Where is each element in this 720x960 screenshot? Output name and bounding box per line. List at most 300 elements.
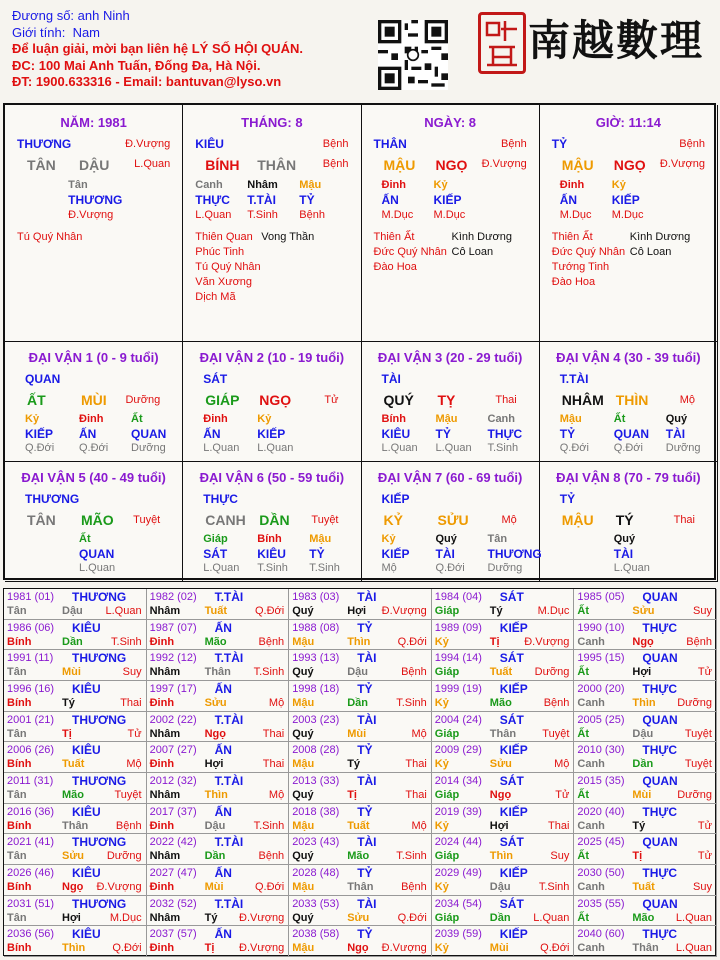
pillar-1: [5, 105, 183, 342]
pillar-branch: THÂN: [257, 157, 297, 173]
year-ten-god: TỶ: [357, 682, 373, 696]
star-left: Phúc Tinh: [195, 246, 245, 258]
dai-van-ten-god: T.TÀI: [559, 372, 589, 386]
year-stem: Bính: [7, 635, 32, 648]
year-branch: Sửu: [632, 605, 655, 617]
year-stem: Kỷ: [434, 881, 449, 893]
year-stem: Canh: [577, 697, 605, 709]
hidden-stage: Q.Đới: [25, 442, 55, 454]
year-ten-god: ẤN: [214, 743, 232, 758]
dai-van-stage: Mộ: [501, 514, 517, 526]
star-left: Tú Quý Nhân: [17, 231, 83, 243]
year-cell: [4, 865, 147, 896]
hidden-stem: Đinh: [203, 413, 228, 425]
year-stage: Dưỡng: [106, 850, 142, 863]
dai-van-stage: Tuyệt: [133, 514, 161, 526]
year-stage: Tuyệt: [114, 789, 142, 801]
year-label: 1984 (04): [434, 591, 482, 603]
red-seal-icon: [478, 12, 526, 74]
year-stem: Ất: [577, 911, 589, 924]
year-ten-god: THƯƠNG: [72, 590, 127, 604]
year-label: 1994 (14): [434, 652, 482, 665]
year-stage: T.Sinh: [253, 666, 285, 679]
dai-van-branch: THÌN: [615, 392, 649, 408]
year-label: 2039 (59): [434, 928, 482, 941]
year-cell: [4, 650, 147, 681]
hidden-stem: Kỷ: [433, 179, 448, 191]
year-stem: Quý: [292, 911, 314, 924]
year-ten-god: KIẾP: [499, 743, 528, 758]
pillar-ten-god: TỶ: [551, 137, 568, 151]
year-ten-god: TỶ: [357, 620, 373, 635]
year-ten-god: KIẾP: [499, 620, 528, 635]
year-stem: Đinh: [149, 819, 175, 832]
dai-van-stem: KỶ: [383, 512, 403, 528]
year-stem: Đinh: [149, 635, 175, 648]
hidden-ten-god: THƯƠNG: [487, 547, 542, 561]
year-cell: [432, 681, 575, 712]
year-branch: Tuất: [62, 758, 85, 771]
year-label: 2027 (47): [149, 867, 197, 879]
year-label: 1992 (12): [149, 652, 197, 665]
year-cell: [289, 926, 432, 957]
year-stem: Quý: [292, 605, 314, 617]
year-ten-god: T.TÀI: [214, 835, 244, 850]
year-stem: Ất: [577, 789, 589, 801]
year-label: 2021 (41): [7, 836, 55, 849]
year-cell: [574, 681, 717, 712]
dai-van-branch: MÙI: [81, 392, 107, 408]
year-cell: [289, 773, 432, 804]
dai-van-stem: TÂN: [27, 512, 56, 528]
hidden-stem: Ất: [613, 413, 626, 425]
pillar-2: [183, 105, 361, 342]
pillar-branch-stage: Đ.Vượng: [481, 158, 527, 170]
dai-van-title: ĐẠI VẬN 8 (70 - 79 tuổi): [556, 470, 701, 485]
year-stage: Thai: [262, 727, 285, 740]
year-label: 1988 (08): [292, 621, 340, 634]
year-ten-god: KIÊU: [72, 620, 101, 635]
year-stem: Tân: [7, 911, 27, 924]
pillar-stage: Bệnh: [501, 138, 527, 150]
star-left: Dịch Mã: [195, 291, 236, 303]
hidden-stem: Canh: [487, 413, 515, 425]
year-label: 2010 (30): [577, 744, 625, 757]
year-cell: [432, 589, 575, 620]
year-label: 1987 (07): [149, 621, 197, 634]
hidden-stage: L.Quan: [79, 562, 116, 574]
year-ten-god: TÀI: [357, 651, 377, 666]
year-ten-god: QUAN: [642, 774, 678, 788]
year-branch: Dần: [489, 911, 511, 924]
year-stage: Tử: [697, 850, 712, 863]
year-branch: Thân: [632, 942, 659, 955]
year-branch: Ngọ: [204, 727, 226, 740]
dai-van-branch: TÝ: [615, 512, 634, 528]
year-cell: [289, 804, 432, 835]
year-cell: [147, 834, 290, 865]
hidden-ten-god: TÀI: [435, 547, 455, 561]
year-label: 2038 (58): [292, 928, 340, 941]
hidden-ten-god: THỰC: [487, 427, 523, 441]
year-stage: Tuyệt: [684, 758, 712, 771]
year-branch: Thìn: [62, 942, 86, 955]
year-stem: Giáp: [434, 666, 460, 679]
pillar-title: NĂM: 1981: [60, 115, 127, 130]
year-ten-god: QUAN: [642, 712, 678, 727]
star-left: Thiên Ất: [551, 231, 593, 243]
year-stem: Canh: [577, 942, 605, 955]
year-label: 1996 (16): [7, 683, 55, 695]
year-stage: Thai: [405, 758, 427, 771]
year-stem: Quý: [292, 850, 314, 863]
dai-van-title: ĐẠI VẬN 6 (50 - 59 tuổi): [199, 470, 345, 485]
dai-van-ten-god: TỶ: [559, 492, 576, 506]
year-branch: Hợi: [489, 819, 509, 832]
hidden-ten-god: TỶ: [299, 193, 315, 207]
hidden-ten-god: ẤN: [203, 427, 221, 441]
dai-van-title: ĐẠI VẬN 2 (10 - 19 tuổi): [199, 350, 345, 365]
hidden-ten-god: TỶ: [435, 427, 451, 441]
year-cell: [4, 712, 147, 743]
hidden-stage: Bệnh: [299, 209, 325, 221]
hidden-ten-god: ẤN: [559, 193, 578, 207]
year-branch: Mùi: [347, 727, 367, 740]
dai-van-branch: NGỌ: [259, 392, 292, 408]
year-cell: [432, 650, 575, 681]
year-stage: M.Dục: [109, 911, 142, 924]
dai-van-3: [362, 342, 540, 462]
year-label: 1995 (15): [577, 652, 625, 665]
year-stage: Thai: [120, 697, 142, 709]
year-ten-god: KIÊU: [72, 743, 101, 758]
year-cell: [147, 681, 290, 712]
star-right: Cô Loan: [629, 246, 672, 258]
hidden-stem: Kỷ: [257, 413, 272, 425]
pillar-title: THÁNG: 8: [241, 115, 303, 130]
year-cell: [4, 773, 147, 804]
pillar-stem: TÂN: [27, 157, 56, 173]
hidden-stage: T.Sinh: [247, 209, 278, 221]
year-stem: Bính: [7, 758, 32, 771]
year-cell: [289, 650, 432, 681]
year-branch: Hợi: [62, 911, 81, 924]
year-label: 2040 (60): [577, 928, 625, 941]
year-stage: Suy: [122, 666, 142, 679]
year-cell: [574, 865, 717, 896]
year-cell: [574, 589, 717, 620]
year-label: 1981 (01): [7, 591, 55, 603]
year-stage: M.Dục: [537, 605, 570, 617]
dai-van-stage: Mộ: [679, 394, 695, 406]
year-branch: Tý: [632, 819, 646, 832]
hidden-stage: Dưỡng: [665, 442, 701, 454]
year-stem: Quý: [292, 789, 314, 801]
year-stem: Mậu: [292, 697, 315, 709]
year-cell: [289, 712, 432, 743]
year-stem: Bính: [7, 881, 32, 893]
year-cell: [147, 742, 290, 773]
year-stage: Mộ: [126, 758, 142, 771]
year-branch: Tị: [62, 727, 72, 740]
year-cell: [147, 865, 290, 896]
year-stem: Mậu: [292, 635, 315, 648]
year-label: 2030 (50): [577, 867, 625, 879]
hidden-stage: L.Quan: [381, 442, 418, 454]
pillar-branch-stage: Bệnh: [322, 158, 349, 170]
hidden-stem: Tân: [68, 179, 88, 191]
dai-van-8: [540, 462, 718, 582]
year-stage: Đ.Vượng: [524, 635, 570, 648]
year-ten-god: T.TÀI: [214, 651, 244, 666]
year-cell: [147, 804, 290, 835]
dai-van-1: [5, 342, 183, 462]
hidden-ten-god: THƯƠNG: [68, 193, 123, 207]
year-ten-god: KIẾP: [499, 682, 528, 696]
year-stage: Bệnh: [401, 881, 427, 893]
year-ten-god: THỰC: [642, 866, 678, 880]
dai-van-stage: Dưỡng: [125, 394, 161, 406]
year-stem: Quý: [292, 727, 314, 740]
year-stem: Giáp: [434, 789, 460, 801]
hidden-ten-god: ẤN: [79, 427, 97, 441]
year-cell: [147, 926, 290, 957]
year-ten-god: KIÊU: [72, 682, 101, 696]
year-ten-god: THỰC: [642, 620, 678, 635]
hidden-stage: T.Sinh: [487, 442, 519, 454]
hidden-stage: Q.Đới: [435, 562, 465, 574]
hidden-stage: T.Sinh: [257, 562, 288, 574]
year-stem: Kỷ: [434, 758, 449, 771]
pillar-stage: Bệnh: [322, 138, 349, 150]
year-label: 2001 (21): [7, 713, 55, 726]
year-label: 1985 (05): [577, 591, 625, 603]
year-stem: Bính: [7, 697, 32, 709]
year-label: 2002 (22): [149, 713, 197, 726]
contact-address: ĐC: 100 Mai Anh Tuấn, Đống Đa, Hà Nội.: [12, 57, 261, 73]
hidden-stem: Đinh: [559, 179, 585, 191]
year-stage: Mộ: [411, 727, 427, 740]
year-label: 2037 (57): [149, 928, 197, 941]
year-label: 2032 (52): [149, 897, 197, 910]
pillar-branch: NGỌ: [435, 157, 468, 173]
year-stem: Kỷ: [434, 942, 449, 955]
year-stage: Tử: [127, 727, 142, 740]
hidden-ten-god: KIẾP: [611, 193, 640, 207]
year-ten-god: SÁT: [499, 712, 524, 727]
star-left: Đào Hoa: [373, 261, 417, 273]
year-stem: Kỷ: [434, 819, 449, 832]
year-branch: Sửu: [347, 911, 370, 924]
hidden-stage: Đ.Vượng: [68, 209, 114, 221]
year-cell: [147, 620, 290, 651]
year-cell: [432, 804, 575, 835]
year-branch: Tuất: [489, 666, 513, 679]
hidden-stage: L.Quan: [203, 442, 240, 454]
year-label: 1982 (02): [149, 591, 197, 603]
year-label: 2034 (54): [434, 897, 482, 910]
year-stem: Mậu: [292, 881, 315, 893]
year-ten-god: ẤN: [214, 927, 232, 942]
year-branch: Mão: [62, 789, 84, 801]
dai-van-ten-god: THỰC: [203, 492, 238, 506]
gender-label: Giới tính:: [12, 24, 66, 40]
year-ten-god: SÁT: [499, 835, 524, 850]
hidden-stage: M.Dục: [611, 209, 644, 221]
year-stage: T.Sinh: [253, 819, 285, 832]
year-branch: Thân: [489, 727, 517, 740]
year-stage: Dưỡng: [677, 789, 712, 801]
year-stem: Đinh: [149, 697, 175, 709]
pillar-4: [540, 105, 718, 342]
year-ten-god: SÁT: [499, 896, 524, 911]
year-cell: [432, 620, 575, 651]
year-cell: [574, 834, 717, 865]
year-stem: Bính: [7, 819, 32, 832]
dai-van-stem: CANH: [205, 512, 246, 528]
year-ten-god: ẤN: [214, 620, 232, 635]
year-label: 1993 (13): [292, 652, 340, 665]
year-branch: Thân: [347, 881, 374, 893]
year-stem: Ất: [577, 666, 589, 679]
year-stage: T.Sinh: [111, 635, 142, 648]
year-label: 1983 (03): [292, 591, 340, 603]
year-stem: Nhâm: [149, 666, 181, 679]
year-cell: [4, 834, 147, 865]
year-label: 2008 (28): [292, 744, 340, 757]
year-cell: [432, 834, 575, 865]
hidden-ten-god: KIẾP: [25, 427, 54, 441]
year-cell: [432, 773, 575, 804]
dai-van-2: [183, 342, 361, 462]
year-branch: Tị: [632, 850, 643, 863]
hidden-ten-god: KIẾP: [257, 427, 286, 441]
dai-van-7: [362, 462, 540, 582]
hidden-stem: Kỷ: [381, 533, 396, 545]
year-cell: [4, 620, 147, 651]
pillar-ten-god: KIÊU: [195, 137, 224, 151]
star-left: Tướng Tinh: [551, 261, 610, 273]
year-stem: Canh: [577, 635, 605, 648]
year-stage: Mộ: [268, 697, 285, 709]
hidden-stage: M.Dục: [433, 209, 466, 221]
year-branch: Dần: [632, 758, 654, 771]
hidden-ten-god: TỶ: [309, 547, 325, 561]
year-stage: Bệnh: [258, 635, 285, 648]
year-branch: Sửu: [204, 697, 227, 709]
year-label: 2013 (33): [292, 775, 340, 787]
dai-van-branch: DẦN: [259, 512, 290, 528]
year-label: 2035 (55): [577, 897, 625, 910]
year-branch: Thìn: [347, 635, 371, 648]
year-cell: [289, 834, 432, 865]
name-value: anh Ninh: [77, 8, 130, 23]
hidden-stem: Mậu: [309, 533, 332, 545]
year-ten-god: T.TÀI: [214, 774, 244, 788]
hidden-ten-god: QUAN: [79, 547, 115, 561]
pillar-stem: MẬU: [383, 157, 416, 173]
year-stem: Kỷ: [434, 697, 449, 709]
pillar-stage: Đ.Vượng: [125, 138, 171, 150]
year-cell: [574, 926, 717, 957]
year-stage: Q.Đới: [397, 911, 427, 924]
hidden-ten-god: KIẾP: [433, 193, 462, 207]
owner-info: [12, 8, 303, 91]
year-ten-god: KIẾP: [499, 804, 528, 819]
year-ten-god: SÁT: [499, 651, 524, 666]
year-cell: [432, 712, 575, 743]
hidden-stem: Bính: [257, 533, 282, 545]
hidden-stem: Quý: [665, 413, 688, 425]
year-label: 2024 (44): [434, 836, 482, 849]
year-label: 2025 (45): [577, 836, 625, 849]
hidden-stem: Ất: [131, 413, 143, 425]
contact-phone-email: ĐT: 1900.633316 - Email: bantuvan@lyso.vn: [12, 74, 282, 89]
year-stage: T.Sinh: [396, 850, 427, 863]
year-branch: Dần: [347, 697, 368, 709]
year-stem: Nhâm: [149, 789, 181, 801]
year-stem: Mậu: [292, 819, 315, 832]
dai-van-stage: Thai: [495, 394, 517, 406]
dai-van-stage: Thai: [673, 514, 695, 526]
year-branch: Tuất: [204, 605, 227, 617]
year-stage: Dưỡng: [677, 697, 712, 709]
year-cell: [147, 712, 290, 743]
hidden-stem: Bính: [381, 413, 406, 425]
year-ten-god: TỶ: [357, 743, 373, 758]
hidden-stem: Mậu: [559, 413, 582, 425]
hidden-ten-god: KIÊU: [257, 547, 286, 561]
year-branch: Mão: [347, 850, 370, 863]
year-stem: Nhâm: [149, 727, 181, 740]
hidden-stem: Giáp: [203, 533, 228, 545]
year-ten-god: THƯƠNG: [72, 651, 127, 666]
year-branch: Tý: [347, 758, 361, 771]
year-stage: Thai: [405, 789, 427, 801]
year-stage: L.Quan: [675, 911, 712, 924]
year-stem: Tân: [7, 789, 27, 801]
dai-van-stem: NHÂM: [561, 392, 604, 408]
year-label: 2003 (23): [292, 713, 340, 726]
year-branch: Thìn: [204, 789, 228, 801]
year-label: 1990 (10): [577, 621, 625, 634]
hidden-ten-god: QUAN: [613, 427, 650, 441]
hidden-stage: M.Dục: [381, 209, 414, 221]
dai-van-title: ĐẠI VẬN 1 (0 - 9 tuổi): [28, 350, 159, 365]
hidden-stem: Kỷ: [611, 179, 626, 191]
year-stage: Đ.Vượng: [381, 942, 427, 955]
hidden-stage: Mộ: [381, 562, 397, 574]
year-label: 1986 (06): [7, 621, 55, 634]
year-stage: Tuyệt: [684, 727, 712, 740]
year-branch: Dậu: [347, 666, 368, 679]
star-left: Đào Hoa: [551, 276, 596, 288]
year-stage: Thai: [262, 758, 285, 771]
year-branch: Mão: [632, 911, 655, 924]
dai-van-stem: MẬU: [561, 512, 594, 528]
year-ten-god: TÀI: [357, 896, 377, 911]
year-stage: Tuyệt: [542, 727, 570, 740]
year-label: 2012 (32): [149, 775, 197, 787]
year-ten-god: SÁT: [499, 590, 524, 604]
year-stage: Bệnh: [401, 666, 427, 679]
year-stem: Canh: [577, 881, 605, 893]
hidden-stem: Nhâm: [247, 179, 278, 191]
year-ten-god: QUAN: [642, 835, 678, 850]
year-ten-god: T.TÀI: [214, 896, 244, 911]
hidden-stem: Mậu: [435, 413, 458, 425]
year-ten-god: TÀI: [357, 590, 377, 604]
